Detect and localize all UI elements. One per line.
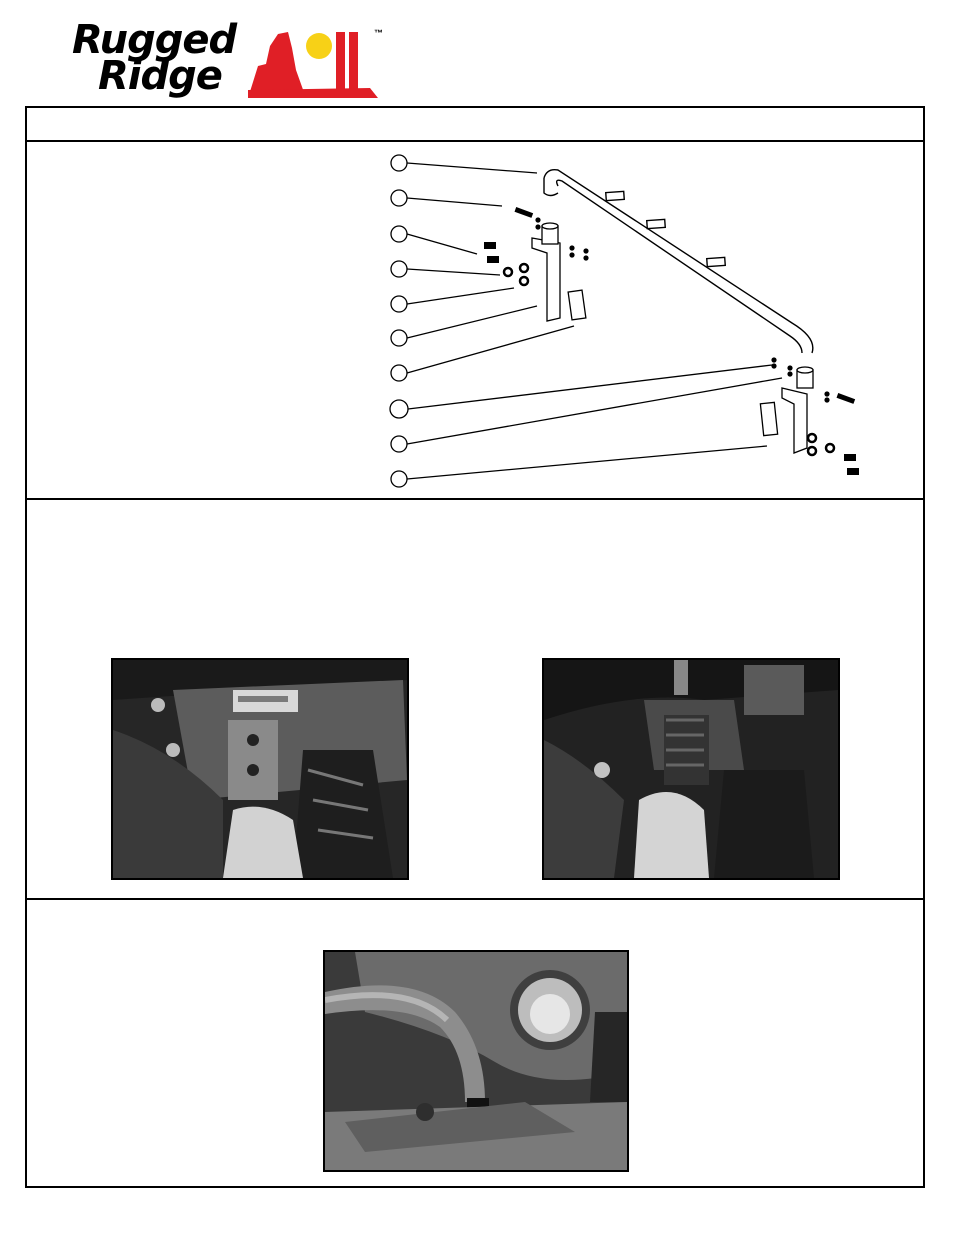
title-row (27, 108, 923, 142)
callout-circle (391, 296, 407, 312)
logo-word-rugged: Rugged (72, 17, 237, 63)
photos-row-1 (27, 500, 923, 900)
bracket-install-photo-left (111, 658, 409, 880)
callout-circle (390, 400, 408, 418)
photos-row-2 (27, 900, 923, 1186)
instruction-sheet-frame (25, 106, 925, 1188)
brand-logo (72, 17, 392, 104)
tube-bar-icon (544, 170, 813, 353)
bracket-install-photo-right (542, 658, 840, 880)
logo-word-ridge: Ridge (98, 53, 222, 99)
callout-circle (391, 330, 407, 346)
bracket-icon (532, 223, 586, 321)
callout-circle (391, 261, 407, 277)
callout-circle (391, 471, 407, 487)
callout-circle (391, 190, 407, 206)
parts-diagram-row (27, 142, 923, 500)
installed-bar-photo (323, 950, 629, 1172)
callout-circle (391, 365, 407, 381)
callout-circle (391, 226, 407, 242)
logo-mark-icon (248, 26, 378, 98)
logo-wordmark (72, 17, 237, 99)
trademark-symbol: ™ (374, 28, 383, 38)
callout-circle (391, 436, 407, 452)
exploded-parts-diagram (382, 148, 862, 493)
callout-circle (391, 155, 407, 171)
